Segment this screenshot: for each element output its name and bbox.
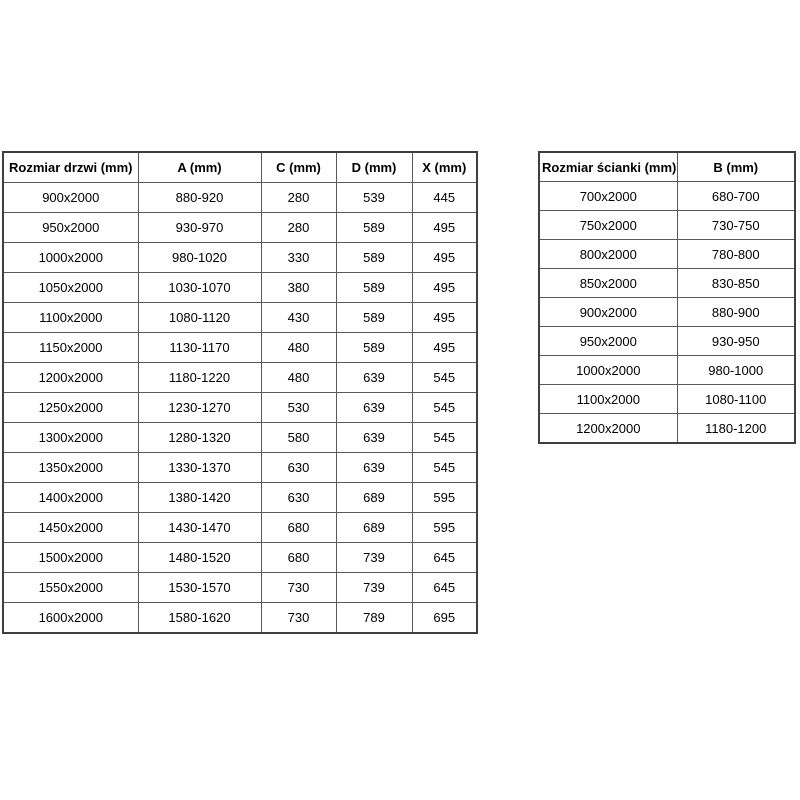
- table-cell: 595: [412, 513, 477, 543]
- table-row: [3, 543, 477, 573]
- table-cell: 980-1000: [677, 356, 795, 385]
- table-cell: 880-920: [138, 183, 261, 213]
- table-row: [3, 453, 477, 483]
- table-cell: 789: [336, 603, 412, 634]
- table-cell: 445: [412, 183, 477, 213]
- table-cell: 1250x2000: [3, 393, 138, 423]
- table-cell: 1030-1070: [138, 273, 261, 303]
- table-cell: 1430-1470: [138, 513, 261, 543]
- column-header: A (mm): [138, 152, 261, 183]
- table-cell: 1200x2000: [539, 414, 677, 444]
- table-cell: 750x2000: [539, 211, 677, 240]
- table-cell: 545: [412, 423, 477, 453]
- table-cell: 950x2000: [3, 213, 138, 243]
- table-row: [3, 363, 477, 393]
- table-cell: 950x2000: [539, 327, 677, 356]
- table-cell: 880-900: [677, 298, 795, 327]
- table-cell: 1380-1420: [138, 483, 261, 513]
- door-sizes-table: [2, 151, 478, 634]
- table-cell: 695: [412, 603, 477, 634]
- table-cell: 1080-1120: [138, 303, 261, 333]
- table-cell: 495: [412, 273, 477, 303]
- table-row: [3, 213, 477, 243]
- table-cell: 680: [261, 513, 336, 543]
- table-row: [3, 333, 477, 363]
- table-cell: 480: [261, 333, 336, 363]
- table-cell: 530: [261, 393, 336, 423]
- table-cell: 850x2000: [539, 269, 677, 298]
- table-cell: 589: [336, 303, 412, 333]
- table-cell: 700x2000: [539, 182, 677, 211]
- table-cell: 1200x2000: [3, 363, 138, 393]
- table-cell: 545: [412, 393, 477, 423]
- table-cell: 1600x2000: [3, 603, 138, 634]
- table-cell: 1530-1570: [138, 573, 261, 603]
- table-cell: 780-800: [677, 240, 795, 269]
- table-row: [3, 273, 477, 303]
- table-cell: 630: [261, 483, 336, 513]
- table-cell: 980-1020: [138, 243, 261, 273]
- table-row: [3, 513, 477, 543]
- table-cell: 630: [261, 453, 336, 483]
- table-cell: 589: [336, 333, 412, 363]
- table-cell: 689: [336, 483, 412, 513]
- table-cell: 645: [412, 543, 477, 573]
- table-cell: 1150x2000: [3, 333, 138, 363]
- table-cell: 645: [412, 573, 477, 603]
- table-row: [539, 385, 795, 414]
- table-row: [3, 573, 477, 603]
- table-cell: 1100x2000: [3, 303, 138, 333]
- table-cell: 495: [412, 333, 477, 363]
- table-cell: 739: [336, 573, 412, 603]
- table-cell: 480: [261, 363, 336, 393]
- table-cell: 900x2000: [3, 183, 138, 213]
- table-row: [3, 303, 477, 333]
- column-header: Rozmiar drzwi (mm): [3, 152, 138, 183]
- table-cell: 1450x2000: [3, 513, 138, 543]
- table-cell: 1230-1270: [138, 393, 261, 423]
- door-table-header-row: [3, 152, 477, 183]
- table-row: [539, 240, 795, 269]
- table-cell: 589: [336, 243, 412, 273]
- table-cell: 280: [261, 183, 336, 213]
- table-cell: 730: [261, 603, 336, 634]
- table-cell: 545: [412, 363, 477, 393]
- table-cell: 930-970: [138, 213, 261, 243]
- table-cell: 1180-1220: [138, 363, 261, 393]
- table-row: [3, 243, 477, 273]
- table-row: [3, 603, 477, 634]
- table-cell: 639: [336, 453, 412, 483]
- table-cell: 639: [336, 393, 412, 423]
- table-cell: 1050x2000: [3, 273, 138, 303]
- table-cell: 680-700: [677, 182, 795, 211]
- table-cell: 680: [261, 543, 336, 573]
- table-cell: 1280-1320: [138, 423, 261, 453]
- table-row: [539, 182, 795, 211]
- table-cell: 280: [261, 213, 336, 243]
- table-cell: 689: [336, 513, 412, 543]
- column-header: D (mm): [336, 152, 412, 183]
- table-cell: 495: [412, 303, 477, 333]
- table-cell: 1550x2000: [3, 573, 138, 603]
- table-cell: 1580-1620: [138, 603, 261, 634]
- column-header: Rozmiar ścianki (mm): [539, 152, 677, 182]
- table-cell: 430: [261, 303, 336, 333]
- table-cell: 830-850: [677, 269, 795, 298]
- table-cell: 330: [261, 243, 336, 273]
- table-row: [539, 298, 795, 327]
- table-cell: 730: [261, 573, 336, 603]
- table-cell: 930-950: [677, 327, 795, 356]
- table-cell: 1330-1370: [138, 453, 261, 483]
- table-cell: 1500x2000: [3, 543, 138, 573]
- table-cell: 1300x2000: [3, 423, 138, 453]
- table-cell: 595: [412, 483, 477, 513]
- table-cell: 1080-1100: [677, 385, 795, 414]
- table-cell: 639: [336, 423, 412, 453]
- table-row: [3, 393, 477, 423]
- table-row: [3, 183, 477, 213]
- table-cell: 1400x2000: [3, 483, 138, 513]
- table-cell: 1350x2000: [3, 453, 138, 483]
- table-row: [539, 356, 795, 385]
- table-cell: 800x2000: [539, 240, 677, 269]
- table-cell: 1000x2000: [539, 356, 677, 385]
- table-cell: 1000x2000: [3, 243, 138, 273]
- table-cell: 580: [261, 423, 336, 453]
- table-cell: 1480-1520: [138, 543, 261, 573]
- table-cell: 545: [412, 453, 477, 483]
- column-header: B (mm): [677, 152, 795, 182]
- table-row: [539, 414, 795, 444]
- table-row: [3, 423, 477, 453]
- table-cell: 739: [336, 543, 412, 573]
- table-row: [539, 327, 795, 356]
- table-cell: 495: [412, 243, 477, 273]
- table-cell: 380: [261, 273, 336, 303]
- table-cell: 900x2000: [539, 298, 677, 327]
- table-cell: 1100x2000: [539, 385, 677, 414]
- table-cell: 495: [412, 213, 477, 243]
- column-header: X (mm): [412, 152, 477, 183]
- wall-panel-sizes-table: [538, 151, 796, 444]
- table-cell: 589: [336, 273, 412, 303]
- table-cell: 539: [336, 183, 412, 213]
- table-row: [539, 211, 795, 240]
- table-cell: 639: [336, 363, 412, 393]
- table-cell: 589: [336, 213, 412, 243]
- table-cell: 730-750: [677, 211, 795, 240]
- table-cell: 1180-1200: [677, 414, 795, 444]
- wall-table-header-row: [539, 152, 795, 182]
- table-row: [539, 269, 795, 298]
- column-header: C (mm): [261, 152, 336, 183]
- table-row: [3, 483, 477, 513]
- table-cell: 1130-1170: [138, 333, 261, 363]
